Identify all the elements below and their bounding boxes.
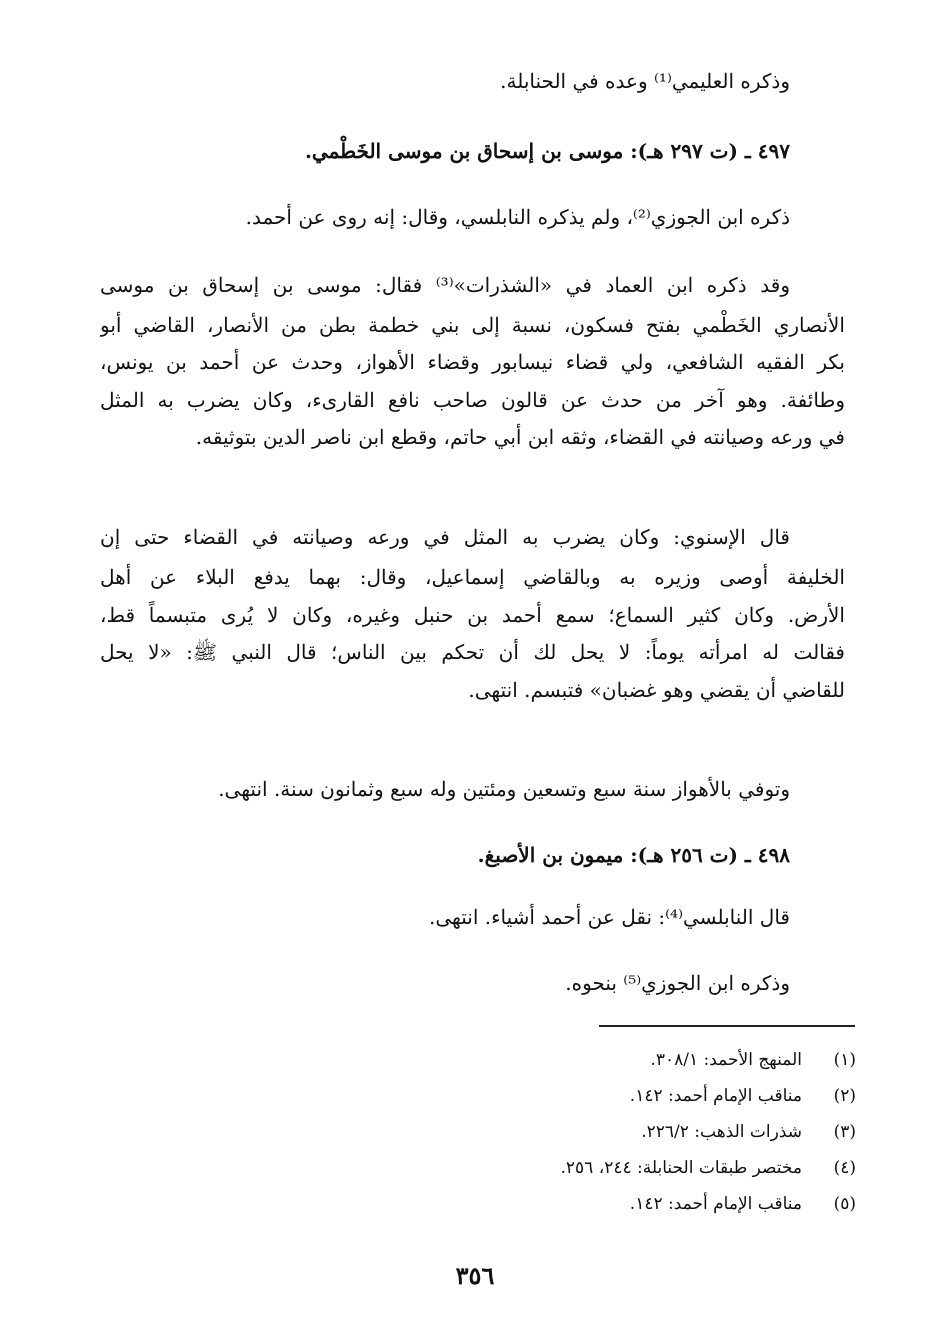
body-line-12: فقالت له امرأته يوماً: لا يحل لك أن تحكم بين الناس؛ قال النبي ﷺ: «لا يحل xyxy=(100,640,845,664)
footnote-text: شذرات الذهب: ٢٢٦/٢. xyxy=(641,1122,802,1142)
footnote-number: (٤) xyxy=(833,1158,856,1178)
body-line-16: قال النابلسي⁽⁴⁾: نقل عن أحمد أشياء. انتهى. xyxy=(429,905,790,929)
footnote-text: مناقب الإمام أحمد: ١٤٢. xyxy=(629,1086,802,1106)
footnote-text: مختصر طبقات الحنابلة: ٢٤٤، ٢٥٦. xyxy=(560,1158,802,1178)
body-line-9: قال الإسنوي: وكان يضرب به المثل في ورعه وصيانته في القضاء حتى إن xyxy=(100,525,790,549)
footnote-text: المنهج الأحمد: ٣٠٨/١. xyxy=(650,1050,802,1070)
footnote-separator xyxy=(599,1025,855,1027)
footnote-text: مناقب الإمام أحمد: ١٤٢. xyxy=(629,1194,802,1214)
footnote-number: (١) xyxy=(833,1050,856,1070)
body-line-8: في ورعه وصيانته في القضاء، وثقه ابن أبي حاتم، وقطع ابن ناصر الدين بتوثيقه. xyxy=(195,425,845,449)
body-line-10: الخليفة أوصى وزيره به وبالقاضي إسماعيل، وقال: بهما يدفع البلاء عن أهل xyxy=(100,565,845,589)
body-line-11: الأرض. وكان كثير السماع؛ سمع أحمد بن حنبل وغيره، وكان لا يُرى متبسماً قط، xyxy=(100,603,845,627)
body-line-7: وطائفة. وهو آخر من حدث عن قالون صاحب نافع القارىء، وكان يضرب به المثل xyxy=(100,388,845,412)
footnote-number: (٣) xyxy=(833,1122,856,1142)
entry-heading-497: ٤٩٧ ـ (ت ٢٩٧ هـ): موسى بن إسحاق بن موسى الخَطْمي. xyxy=(304,139,790,163)
body-line-1: وذكره العليمي⁽¹⁾ وعده في الحنابلة. xyxy=(500,69,790,93)
body-line-4: وقد ذكره ابن العماد في «الشذرات»⁽³⁾ فقال: موسى بن إسحاق بن موسى xyxy=(100,273,790,297)
footnote-number: (٢) xyxy=(833,1086,856,1106)
page-number: ٣٥٦ xyxy=(455,1261,495,1290)
footnote-number: (٥) xyxy=(833,1194,856,1214)
body-line-5: الأنصاري الخَطْمي بفتح فسكون، نسبة إلى بني خطمة بطن من الأنصار، القاضي أبو xyxy=(100,313,845,337)
body-line-6: بكر الفقيه الشافعي، ولي قضاء نيسابور وقضاء الأهواز، وحدث عن أحمد بن يونس، xyxy=(100,350,845,374)
body-line-3: ذكره ابن الجوزي⁽²⁾، ولم يذكره النابلسي، وقال: إنه روى عن أحمد. xyxy=(245,205,790,229)
body-line-13: للقاضي أن يقضي وهو غضبان» فتبسم. انتهى. xyxy=(468,678,845,702)
entry-heading-498: ٤٩٨ ـ (ت ٢٥٦ هـ): ميمون بن الأصبغ. xyxy=(477,843,790,867)
body-line-14: وتوفي بالأهواز سنة سبع وتسعين ومئتين وله سبع وثمانون سنة. انتهى. xyxy=(218,777,790,801)
body-line-17: وذكره ابن الجوزي⁽⁵⁾ بنحوه. xyxy=(565,971,790,995)
